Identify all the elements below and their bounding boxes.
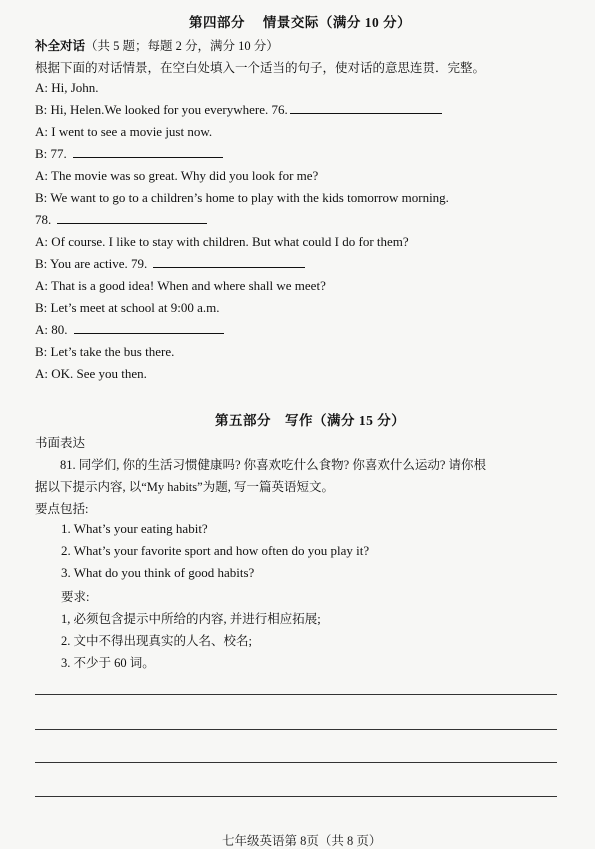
answer-blank-76[interactable] (290, 102, 442, 114)
dialogue-line: A: That is a good idea! When and where shall we meet? (35, 278, 326, 293)
dialogue-line (35, 102, 442, 118)
part4-instruction: 根据下面的对话情景，在空白处填入一个适当的句子，使对话的意思连贯．完整。 (35, 61, 486, 75)
part4-title: 第四部分 情景交际（满分 10 分） (189, 15, 412, 30)
dialogue-text: B: Hi, Helen.We looked for you everywhere. 76. (35, 102, 288, 117)
part5-title: 第五部分 写作（满分 15 分） (215, 413, 406, 428)
answer-blank-78[interactable] (57, 212, 207, 224)
dialogue-line: A: OK. See you then. (35, 366, 147, 381)
dialogue-line: A: The movie was so great. Why did you look for me? (35, 168, 319, 183)
page-footer: 七年级英语第 8页（共 8 页） (222, 834, 382, 848)
part5-section-label: 书面表达 (35, 436, 86, 450)
dialogue-line: B: Let’s meet at school at 9:00 a.m. (35, 300, 220, 315)
writing-prompt: 81. 同学们, 你的生活习惯健康吗? 你喜欢吃什么食物? 你喜欢什么运动? 请你根 (60, 458, 487, 472)
writing-line[interactable] (35, 694, 557, 695)
writing-prompt-cont: 据以下提示内容, 以“My habits”为题, 写一篇英语短文。 (35, 480, 334, 494)
dialogue-line (35, 146, 223, 162)
dialogue-line (35, 256, 305, 272)
point-item: 2. What’s your favorite sport and how often do you play it? (61, 543, 370, 558)
dialogue-line: B: Let’s take the bus there. (35, 344, 175, 359)
point-item: 3. What do you think of good habits? (61, 565, 255, 580)
requirement-item: 2. 文中不得出现真实的人名、校名; (61, 634, 252, 648)
writing-line[interactable] (35, 729, 557, 730)
requirements-label: 要求: (61, 590, 90, 604)
requirement-item: 1, 必须包含提示中所给的内容, 并进行相应拓展; (61, 612, 321, 626)
dialogue-line: B: We want to go to a children’s home to play with the kids tomorrow morning. (35, 190, 449, 205)
dialogue-text: B: 77. (35, 146, 67, 161)
answer-blank-77[interactable] (73, 146, 223, 158)
requirement-item: 3. 不少于 60 词。 (61, 656, 155, 670)
answer-blank-80[interactable] (74, 322, 224, 334)
answer-blank-79[interactable] (153, 256, 305, 268)
dialogue-line (35, 212, 207, 228)
dialogue-line: A: Hi, John. (35, 80, 99, 95)
dialogue-line: A: Of course. I like to stay with children. But what could I do for them? (35, 234, 409, 249)
part4-section-header (35, 36, 279, 54)
dialogue-line (35, 322, 224, 338)
dialogue-text: 78. (35, 212, 52, 227)
writing-line[interactable] (35, 796, 557, 797)
part4-section-note: （共 5 题；每题 2 分，满分 10 分） (85, 39, 279, 53)
part4-section-label: 补全对话 (35, 39, 86, 53)
dialogue-line: A: I went to see a movie just now. (35, 124, 213, 139)
dialogue-text: A: 80. (35, 322, 68, 337)
points-label: 要点包括: (35, 502, 89, 516)
point-item: 1. What’s your eating habit? (61, 521, 208, 536)
writing-line[interactable] (35, 762, 557, 763)
dialogue-text: B: You are active. 79. (35, 256, 148, 271)
